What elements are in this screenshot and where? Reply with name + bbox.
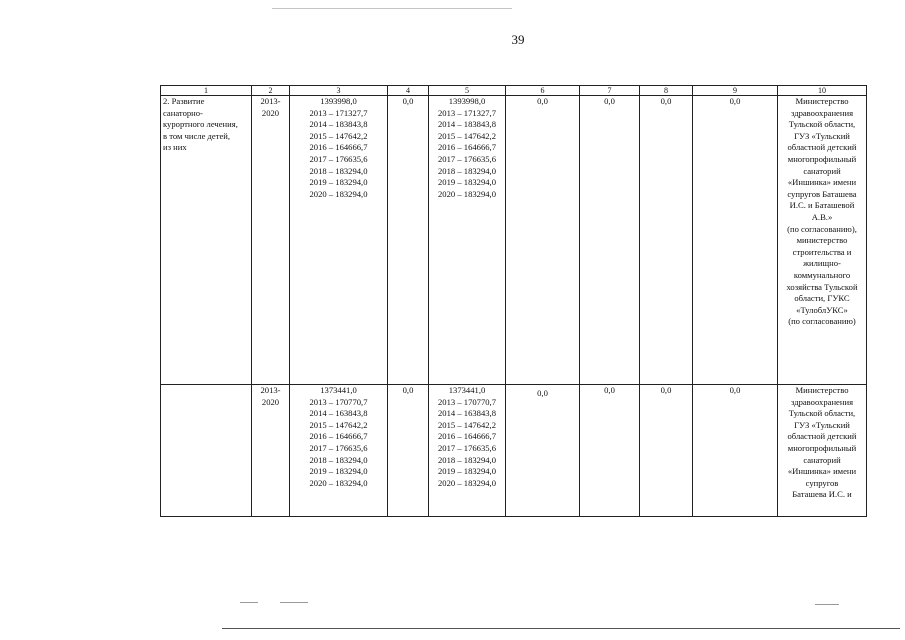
text-line: 2014 – 163843,8 [437, 408, 496, 419]
header-cell: 5 [429, 86, 506, 96]
text-line: 2020 – 183294,0 [309, 477, 368, 488]
activity-name-cell [161, 385, 252, 517]
text-line: Министерство [795, 96, 849, 106]
text-line: «ТулоблУКС» [796, 304, 848, 315]
text-line: 2017 – 176635,6 [437, 442, 496, 453]
table-row [161, 96, 867, 385]
value-cell: 0,0 [388, 385, 429, 517]
text-line: Тульской области, [788, 119, 856, 130]
text-line: 2016 – 164666,7 [309, 431, 368, 442]
text-line: 2020 – 183294,0 [309, 188, 368, 199]
value-cell: 0,0 [640, 96, 693, 385]
text-line: 1373441,0 [448, 385, 486, 395]
text-line: Тульской области, [788, 408, 856, 419]
text-line: хозяйства Тульской [786, 281, 858, 292]
text-line: ГУЗ «Тульский [794, 419, 850, 430]
text-line: ГУЗ «Тульский [794, 130, 850, 141]
text-line: 2019 – 183294,0 [309, 177, 368, 188]
header-cell: 1 [161, 86, 252, 96]
text-line: 2015 – 147642,2 [309, 419, 368, 430]
table-row [161, 385, 867, 517]
text-line: 2019 – 183294,0 [437, 466, 496, 477]
header-cell: 2 [252, 86, 290, 96]
text-line: многопрофильный [787, 442, 857, 453]
text-line: 2016 – 164666,7 [437, 142, 496, 153]
text-line: 2018 – 183294,0 [309, 454, 368, 465]
value-cell: 0,0 [506, 385, 580, 517]
regional-funding-cell [429, 96, 506, 385]
text-line: 2020 [261, 396, 280, 407]
header-cell: 10 [778, 86, 867, 96]
total-funding-cell [290, 96, 388, 385]
header-row [161, 86, 867, 96]
text-line: 2018 – 183294,0 [437, 454, 496, 465]
text-line: 2019 – 183294,0 [309, 466, 368, 477]
period-cell [252, 385, 290, 517]
header-cell: 7 [580, 86, 640, 96]
header-cell: 9 [693, 86, 778, 96]
text-line: 2020 – 183294,0 [437, 188, 496, 199]
value-cell: 0,0 [580, 96, 640, 385]
text-line: супругов Баташева [787, 188, 857, 199]
scan-artifact-bottom [280, 602, 308, 603]
text-line: 2019 – 183294,0 [437, 177, 496, 188]
text-line: 1393998,0 [320, 96, 357, 106]
text-line: строительства и [792, 246, 852, 257]
responsible-cell [778, 96, 867, 385]
text-line: 1373441,0 [320, 385, 357, 395]
text-line: А.В.» [811, 211, 833, 222]
scan-artifact-bottom [240, 602, 258, 603]
text-line: области, ГУКС [794, 293, 850, 304]
text-line: 2013 – 170770,7 [309, 396, 368, 407]
value-cell: 0,0 [506, 96, 580, 385]
value-cell: 0,0 [693, 385, 778, 517]
text-line: 2015 – 147642,2 [309, 130, 368, 141]
value-cell: 0,0 [640, 385, 693, 517]
text-line: (по согласованию), [787, 223, 857, 234]
text-line: 2020 – 183294,0 [437, 477, 496, 488]
activity-name-cell [161, 96, 252, 385]
value-cell: 0,0 [693, 96, 778, 385]
page-edge-line [222, 628, 900, 629]
text-line: 2014 – 183843,8 [309, 119, 368, 130]
scan-artifact-bottom [815, 604, 839, 605]
text-line: областной детский [787, 142, 857, 153]
text-line: 1393998,0 [448, 96, 486, 106]
text-line: здравоохранения [790, 396, 854, 407]
text-line: министерство [796, 235, 848, 246]
header-cell: 8 [640, 86, 693, 96]
text-line: «Иншинка» имени [787, 466, 857, 477]
scan-artifact-top [272, 8, 512, 9]
text-line: санаторно- [163, 107, 203, 118]
text-line: 2013 – 171327,7 [437, 107, 496, 118]
text-line: здравоохранения [790, 107, 854, 118]
text-line: 2020 [261, 107, 280, 118]
text-line: 2017 – 176635,6 [309, 153, 368, 164]
header-cell: 4 [388, 86, 429, 96]
text-line: 2015 – 147642,2 [437, 419, 496, 430]
regional-funding-cell [429, 385, 506, 517]
text-line: 2014 – 183843,8 [437, 119, 496, 130]
text-line: 2018 – 183294,0 [437, 165, 496, 176]
text-line: 2013 – 170770,7 [437, 396, 496, 407]
text-line: курортного лечения, [163, 119, 238, 130]
text-line: И.С. и Баташевой [789, 200, 855, 211]
text-line: из них [163, 142, 187, 153]
text-line: 2013 – 171327,7 [309, 107, 368, 118]
text-line: областной детский [787, 431, 857, 442]
period-cell [252, 96, 290, 385]
total-funding-cell [290, 385, 388, 517]
header-cell: 6 [506, 86, 580, 96]
text-line: 2015 – 147642,2 [437, 130, 496, 141]
text-line: «Иншинка» имени [787, 177, 857, 188]
text-line: 2016 – 164666,7 [309, 142, 368, 153]
text-line: 2013- [260, 385, 281, 395]
text-line: 2. Развитие [163, 96, 205, 106]
text-line: многопрофильный [787, 153, 857, 164]
text-line: санаторий [803, 165, 841, 176]
text-line: 2017 – 176635,6 [437, 153, 496, 164]
text-line: 2016 – 164666,7 [437, 431, 496, 442]
text-line: 2018 – 183294,0 [309, 165, 368, 176]
text-line: Баташева И.С. и [792, 489, 852, 500]
page-number: 39 [511, 32, 525, 47]
value-cell: 0,0 [580, 385, 640, 517]
text-line: 2014 – 163843,8 [309, 408, 368, 419]
text-line: (по согласованию) [788, 316, 856, 327]
text-line: 2017 – 176635,6 [309, 442, 368, 453]
header-cell: 3 [290, 86, 388, 96]
program-table [160, 85, 867, 517]
text-line: санаторий [803, 454, 841, 465]
value-cell: 0,0 [388, 96, 429, 385]
text-line: жилищно- [803, 258, 841, 269]
text-line: коммунального [793, 269, 851, 280]
text-line: супругов [805, 477, 839, 488]
responsible-cell [778, 385, 867, 517]
text-line: 2013- [260, 96, 281, 106]
text-line: Министерство [795, 385, 849, 395]
text-line: в том числе детей, [163, 130, 231, 141]
